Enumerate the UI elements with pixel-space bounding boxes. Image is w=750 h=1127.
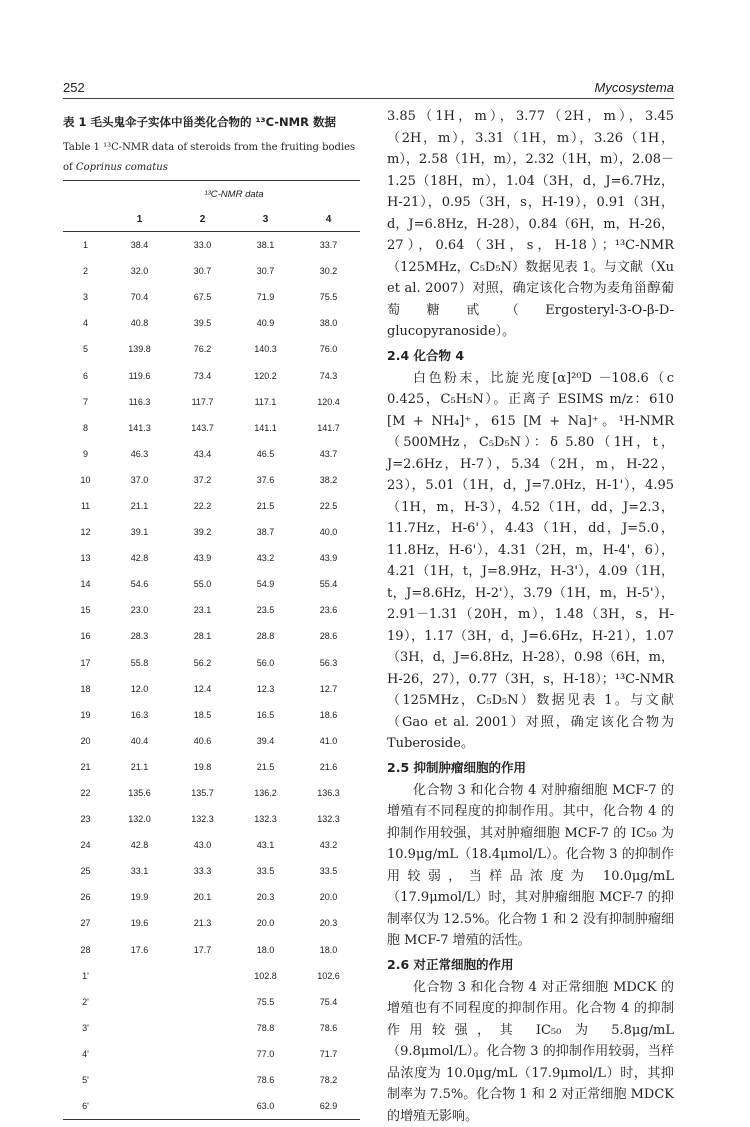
column-header-compound-4: 4 xyxy=(297,207,360,232)
carbon-position: 23 xyxy=(63,806,108,832)
shift-value: 17.6 xyxy=(108,937,171,963)
shift-value: 78.6 xyxy=(234,1067,297,1093)
shift-value: 120.2 xyxy=(234,362,297,388)
carbon-position: 5 xyxy=(63,336,108,362)
carbon-position: 12 xyxy=(63,519,108,545)
column-header-compound-3: 3 xyxy=(234,207,297,232)
shift-value: 12.4 xyxy=(171,676,234,702)
table-row xyxy=(63,780,360,806)
shift-value: 143.7 xyxy=(171,415,234,441)
shift-value: 33.1 xyxy=(108,858,171,884)
shift-value: 18.5 xyxy=(171,702,234,728)
shift-value: 23.6 xyxy=(297,597,360,623)
shift-value xyxy=(108,1041,171,1067)
shift-value xyxy=(171,1093,234,1120)
shift-value xyxy=(108,963,171,989)
carbon-position: 26 xyxy=(63,884,108,910)
shift-value: 136.2 xyxy=(234,780,297,806)
shift-value: 135.6 xyxy=(108,780,171,806)
shift-value: 30.7 xyxy=(171,258,234,284)
shift-value: 43.4 xyxy=(171,441,234,467)
shift-value: 12.3 xyxy=(234,676,297,702)
carbon-position: 6' xyxy=(63,1093,108,1120)
table-row xyxy=(63,310,360,336)
carbon-position: 18 xyxy=(63,676,108,702)
table-caption-species: Coprinus comatus xyxy=(76,162,168,173)
shift-value: 43.9 xyxy=(171,545,234,571)
table-row xyxy=(63,989,360,1015)
carbon-position: 11 xyxy=(63,493,108,519)
shift-value: 116.3 xyxy=(108,389,171,415)
shift-value: 62.9 xyxy=(297,1093,360,1120)
table-row xyxy=(63,702,360,728)
carbon-position: 7 xyxy=(63,389,108,415)
shift-value: 117.1 xyxy=(234,389,297,415)
carbon-position: 27 xyxy=(63,910,108,936)
nmr-table xyxy=(63,180,360,1120)
table-row xyxy=(63,1015,360,1041)
shift-value: 21.3 xyxy=(171,910,234,936)
shift-value: 132.3 xyxy=(171,806,234,832)
carbon-position: 3 xyxy=(63,284,108,310)
shift-value: 40.4 xyxy=(108,728,171,754)
table-row xyxy=(63,232,360,259)
shift-value: 71.9 xyxy=(234,284,297,310)
carbon-position: 1 xyxy=(63,232,108,259)
shift-value: 39.2 xyxy=(171,519,234,545)
shift-value: 38.7 xyxy=(234,519,297,545)
table-row xyxy=(63,858,360,884)
shift-value: 141.3 xyxy=(108,415,171,441)
carbon-position: 2' xyxy=(63,989,108,1015)
shift-value xyxy=(171,1067,234,1093)
shift-value: 23.1 xyxy=(171,597,234,623)
shift-value: 21.5 xyxy=(234,754,297,780)
shift-value: 136.3 xyxy=(297,780,360,806)
shift-value: 16.5 xyxy=(234,702,297,728)
shift-value: 19.8 xyxy=(171,754,234,780)
shift-value: 20.3 xyxy=(297,910,360,936)
shift-value: 43.1 xyxy=(234,832,297,858)
shift-value: 38.1 xyxy=(234,232,297,259)
carbon-position: 2 xyxy=(63,258,108,284)
table-row xyxy=(63,571,360,597)
shift-value: 141.1 xyxy=(234,415,297,441)
table-row xyxy=(63,415,360,441)
carbon-position: 21 xyxy=(63,754,108,780)
shift-value: 22.2 xyxy=(171,493,234,519)
shift-value: 28.6 xyxy=(297,623,360,649)
table-caption xyxy=(63,112,360,178)
shift-value: 67.5 xyxy=(171,284,234,310)
shift-value: 141.7 xyxy=(297,415,360,441)
shift-value: 132.3 xyxy=(234,806,297,832)
shift-value: 46.3 xyxy=(108,441,171,467)
shift-value: 78.8 xyxy=(234,1015,297,1041)
page-number: 252 xyxy=(63,80,85,95)
table-row xyxy=(63,728,360,754)
shift-value: 102.6 xyxy=(297,963,360,989)
shift-value: 23.5 xyxy=(234,597,297,623)
carbon-position: 1' xyxy=(63,963,108,989)
shift-value: 28.1 xyxy=(171,623,234,649)
shift-value: 117.7 xyxy=(171,389,234,415)
carbon-position: 19 xyxy=(63,702,108,728)
shift-value: 73.4 xyxy=(171,362,234,388)
shift-value: 19.9 xyxy=(108,884,171,910)
shift-value xyxy=(108,989,171,1015)
table-row xyxy=(63,650,360,676)
shift-value: 20.0 xyxy=(297,884,360,910)
shift-value: 56.2 xyxy=(171,650,234,676)
shift-value: 76.0 xyxy=(297,336,360,362)
shift-value: 43.7 xyxy=(297,441,360,467)
table-row xyxy=(63,362,360,388)
table-body xyxy=(63,232,360,1120)
shift-value: 20.0 xyxy=(234,910,297,936)
shift-value: 28.3 xyxy=(108,623,171,649)
shift-value: 40.6 xyxy=(171,728,234,754)
shift-value: 56.0 xyxy=(234,650,297,676)
shift-value xyxy=(171,963,234,989)
shift-value: 32.0 xyxy=(108,258,171,284)
shift-value: 12.0 xyxy=(108,676,171,702)
section-2-6-title: 2.6 对正常细胞的作用 xyxy=(387,954,674,976)
carbon-position: 10 xyxy=(63,467,108,493)
shift-value: 71.7 xyxy=(297,1041,360,1067)
shift-value: 40.8 xyxy=(108,310,171,336)
carbon-position: 6 xyxy=(63,362,108,388)
shift-value: 41.0 xyxy=(297,728,360,754)
shift-value: 55.0 xyxy=(171,571,234,597)
shift-value: 75.5 xyxy=(297,284,360,310)
table-caption-cn: 表 1 毛头鬼伞子实体中甾类化合物的 ¹³C-NMR 数据 xyxy=(63,112,360,132)
shift-value: 21.1 xyxy=(108,754,171,780)
shift-value: 21.6 xyxy=(297,754,360,780)
shift-value xyxy=(108,1067,171,1093)
shift-value: 21.5 xyxy=(234,493,297,519)
shift-value: 18.0 xyxy=(234,937,297,963)
column-header-compound-2: 2 xyxy=(171,207,234,232)
carbon-position: 4' xyxy=(63,1041,108,1067)
shift-value: 63.0 xyxy=(234,1093,297,1120)
header-rule xyxy=(63,98,674,99)
carbon-position: 8 xyxy=(63,415,108,441)
shift-value: 75.5 xyxy=(234,989,297,1015)
table-row xyxy=(63,1041,360,1067)
shift-value xyxy=(171,989,234,1015)
table-row xyxy=(63,937,360,963)
table-row xyxy=(63,597,360,623)
carbon-position: 25 xyxy=(63,858,108,884)
shift-value: 75.4 xyxy=(297,989,360,1015)
carbon-position: 3' xyxy=(63,1015,108,1041)
carbon-position: 13 xyxy=(63,545,108,571)
column-header-compound-1: 1 xyxy=(108,207,171,232)
carbon-position: 9 xyxy=(63,441,108,467)
shift-value: 38.4 xyxy=(108,232,171,259)
carbon-position: 24 xyxy=(63,832,108,858)
carbon-position: 5' xyxy=(63,1067,108,1093)
shift-value: 54.6 xyxy=(108,571,171,597)
journal-name: Mycosystema xyxy=(595,80,674,95)
table-column-header-row xyxy=(63,207,360,232)
shift-value: 18.0 xyxy=(297,937,360,963)
table-row xyxy=(63,910,360,936)
section-2-5-title: 2.5 抑制肿瘤细胞的作用 xyxy=(387,757,674,779)
table-row xyxy=(63,884,360,910)
shift-value: 33.3 xyxy=(171,858,234,884)
body-text xyxy=(387,106,674,1127)
shift-value: 54.9 xyxy=(234,571,297,597)
carbon-position: 4 xyxy=(63,310,108,336)
table-row xyxy=(63,676,360,702)
shift-value: 78.6 xyxy=(297,1015,360,1041)
section-2-6-text: 化合物 3 和化合物 4 对正常细胞 MDCK 的增殖也有不同程度的抑制作用。化合物 4 的抑制作用较强，其 IC₅₀ 为 5.8μg/mL（9.8μmol/L）。化合物 3 的抑制作用较弱，当样品浓度为 10.0μg/mL（17.9μmol/L）时，其抑制率为 7.5%。化合物 1 和 2 对正常细胞 MDCK 的增殖无影响。 xyxy=(387,977,674,1127)
shift-value: 28.8 xyxy=(234,623,297,649)
carbon-position: 22 xyxy=(63,780,108,806)
shift-value: 76.2 xyxy=(171,336,234,362)
shift-value: 18.6 xyxy=(297,702,360,728)
shift-value: 23.0 xyxy=(108,597,171,623)
shift-value: 140.3 xyxy=(234,336,297,362)
shift-value: 77.0 xyxy=(234,1041,297,1067)
shift-value: 33.7 xyxy=(297,232,360,259)
carbon-position: 14 xyxy=(63,571,108,597)
table-row xyxy=(63,545,360,571)
shift-value: 70.4 xyxy=(108,284,171,310)
table-row xyxy=(63,623,360,649)
shift-value: 56.3 xyxy=(297,650,360,676)
shift-value: 43.0 xyxy=(171,832,234,858)
shift-value: 132.0 xyxy=(108,806,171,832)
shift-value: 42.8 xyxy=(108,832,171,858)
shift-value: 55.8 xyxy=(108,650,171,676)
shift-value: 42.8 xyxy=(108,545,171,571)
shift-value: 38.0 xyxy=(297,310,360,336)
shift-value: 37.0 xyxy=(108,467,171,493)
table-group-header: ¹³C-NMR data xyxy=(108,181,360,208)
shift-value: 40.9 xyxy=(234,310,297,336)
carbon-position: 20 xyxy=(63,728,108,754)
table-row xyxy=(63,389,360,415)
shift-value: 21.1 xyxy=(108,493,171,519)
section-2-4-text: 白色粉末，比旋光度[α]²⁰D －108.6（c 0.425，C₅H₅N）。正离子 ESIMS m/z：610 [M + NH₄]⁺，615 [M + Na]⁺。¹H-NMR（500MHz，C₅D₅N）：δ 5.80（1H，t，J=2.6Hz，H-7），5.34（2H，m，H-22，23），5.01（1H，d，J=7.0Hz，H-1'），4.95（1H，m，H-3），4.52（1H，dd，J=2.3，11.7Hz，H-6'），4.43（1H，dd，J=5.0，11.8Hz，H-6'），4.31（2H，m，H-4'，6），4.21（1H，t，J=8.9Hz，H-3'），4.09（1H，t，J=8.6Hz，H-2'），3.79（1H，m，H-5'），2.91－1.31（20H，m），1.48（3H，s，H-19），1.17（3H，d，J=6.6Hz，H-21），1.07（3H，d，J=6.8Hz，H-28），0.98（6H，m，H-26，27），0.77（3H，s，H-18）；¹³C-NMR（125MHz，C₅D₅N）数据见表 1。与文献（Gao et al. 2001）对照，确定该化合物为 Tuberoside。 xyxy=(387,368,674,755)
shift-value: 38.2 xyxy=(297,467,360,493)
shift-value: 43.9 xyxy=(297,545,360,571)
shift-value: 30.2 xyxy=(297,258,360,284)
table-row xyxy=(63,441,360,467)
shift-value: 43.2 xyxy=(297,832,360,858)
table-row xyxy=(63,1067,360,1093)
table-corner xyxy=(63,181,108,208)
shift-value: 78.2 xyxy=(297,1067,360,1093)
shift-value: 22.5 xyxy=(297,493,360,519)
shift-value: 135.7 xyxy=(171,780,234,806)
shift-value: 19.6 xyxy=(108,910,171,936)
table-row xyxy=(63,258,360,284)
table-row xyxy=(63,467,360,493)
shift-value: 55.4 xyxy=(297,571,360,597)
table-row xyxy=(63,754,360,780)
section-2-5-text: 化合物 3 和化合物 4 对肿瘤细胞 MCF-7 的增殖有不同程度的抑制作用。其中，化合物 4 的抑制作用较强，其对肿瘤细胞 MCF-7 的 IC₅₀ 为 10.9μg/mL（18.4μmol/L）。化合物 3 的抑制作用较弱，当样品浓度为 10.0μg/mL（17.9μmol/L）时，其对肿瘤细胞 MCF-7 的抑制率仅为 12.5%。化合物 1 和 2 没有抑制肿瘤细胞 MCF-7 增殖的活性。 xyxy=(387,780,674,952)
shift-value xyxy=(171,1041,234,1067)
table-row xyxy=(63,493,360,519)
table-row xyxy=(63,832,360,858)
shift-value: 132.3 xyxy=(297,806,360,832)
section-2-4-title: 2.4 化合物 4 xyxy=(387,345,674,367)
table-caption-en-text: Table 1 ¹³C-NMR data of steroids from the fruiting bodies of xyxy=(63,142,355,173)
table-caption-en xyxy=(63,138,360,178)
table-row xyxy=(63,336,360,362)
shift-value: 119.6 xyxy=(108,362,171,388)
table-row xyxy=(63,963,360,989)
shift-value: 20.3 xyxy=(234,884,297,910)
table-row xyxy=(63,1093,360,1120)
shift-value xyxy=(108,1093,171,1120)
shift-value: 43.2 xyxy=(234,545,297,571)
shift-value: 33.5 xyxy=(234,858,297,884)
shift-value: 139.8 xyxy=(108,336,171,362)
shift-value: 37.2 xyxy=(171,467,234,493)
carbon-position: 17 xyxy=(63,650,108,676)
shift-value: 46.5 xyxy=(234,441,297,467)
shift-value: 120.4 xyxy=(297,389,360,415)
carbon-position: 28 xyxy=(63,937,108,963)
shift-value: 39.4 xyxy=(234,728,297,754)
shift-value: 30.7 xyxy=(234,258,297,284)
shift-value: 37.6 xyxy=(234,467,297,493)
carbon-position: 16 xyxy=(63,623,108,649)
shift-value: 33.0 xyxy=(171,232,234,259)
shift-value: 40.0 xyxy=(297,519,360,545)
shift-value: 39.5 xyxy=(171,310,234,336)
shift-value: 17.7 xyxy=(171,937,234,963)
table-row xyxy=(63,806,360,832)
table-row xyxy=(63,519,360,545)
shift-value: 12.7 xyxy=(297,676,360,702)
shift-value xyxy=(171,1015,234,1041)
paragraph-continued: 3.85（1H，m），3.77（2H，m），3.45（2H，m），3.31（1H，m），3.26（1H，m），2.58（1H，m），2.32（1H，m），2.08－1.25（18H，m），1.04（3H，d，J=6.7Hz，H-21），0.95（3H，s，H-19），0.91（3H，d，J=6.8Hz，H-28），0.84（6H，m，H-26，27），0.64（3H，s，H-18）；¹³C-NMR（125MHz，C₅D₅N）数据见表 1。与文献（Xu et al. 2007）对照，确定该化合物为麦角甾醇葡萄糖甙（Ergosteryl-3-O-β-D-glucopyranoside）。 xyxy=(387,106,674,343)
shift-value: 74.3 xyxy=(297,362,360,388)
table-row xyxy=(63,284,360,310)
shift-value: 33.5 xyxy=(297,858,360,884)
shift-value: 16.3 xyxy=(108,702,171,728)
carbon-position: 15 xyxy=(63,597,108,623)
column-header-position xyxy=(63,207,108,232)
shift-value xyxy=(108,1015,171,1041)
shift-value: 20.1 xyxy=(171,884,234,910)
shift-value: 39.1 xyxy=(108,519,171,545)
shift-value: 102.8 xyxy=(234,963,297,989)
